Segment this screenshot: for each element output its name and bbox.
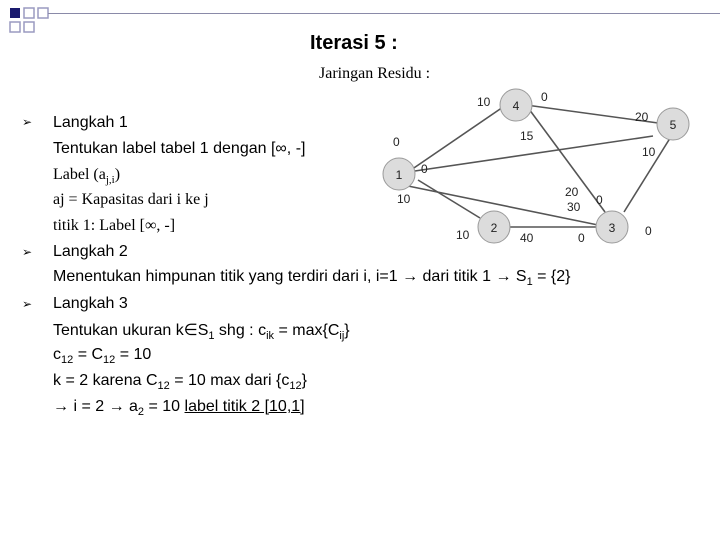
edge-label: 10 [642,145,656,159]
edge-label: 20 [565,185,579,199]
step-3-line: Tentukan ukuran $k\in S_1$ shg : $c_{ik} = \max\{C_{ij}\}$ [53,322,350,343]
svg-text:1: 1 [395,168,403,182]
step-1-line: aj = Kapasitas dari i ke j [53,191,209,208]
step-3-heading: Langkah 3 [53,295,128,312]
edge-label: 0 [645,224,652,238]
step-2-line: Menentukan himpunan titik yang terdiri dari i, i=1 → dari titik $1 \to S_1 = \{2\}$ [53,268,571,289]
page-subtitle: Jaringan Residu : [319,65,431,82]
bullet-icon: ➢ [22,297,33,311]
step-1-line: titik 1: Label [∞, -] [53,217,176,234]
graph-node-1 [383,158,415,190]
header-rule [48,13,720,14]
edge-label: 0 [541,90,548,104]
corner-decoration [0,0,70,50]
svg-text:5: 5 [669,118,677,132]
svg-text:3: 3 [608,221,616,235]
residual-network-graph [360,80,710,250]
edge-label: 40 [520,231,534,245]
edge-label: 0 [578,231,585,245]
graph-node-2 [478,211,510,243]
graph-node-3 [596,211,628,243]
edge-label: 0 [421,162,428,176]
edge-label: 30 [567,200,581,214]
svg-text:4: 4 [512,99,520,113]
edge-label: 15 [520,129,534,143]
step-3-line: $c_{12} = C_{12} = 10$ [53,346,152,367]
step-2-heading: Langkah 2 [53,243,128,260]
step-1-line: Label $(a_{j,i})$ [53,166,121,187]
svg-text:2: 2 [490,221,498,235]
step-1-heading: Langkah 1 [53,114,128,131]
step-3-line: → $i = 2 \to a_2 = 10$ label titik 2 [10,1] [53,398,305,419]
graph-node-4 [500,89,532,121]
edge-label: 10 [456,228,470,242]
bullet-icon: ➢ [22,115,33,129]
graph-node-5 [657,108,689,140]
edge-label: 20 [635,110,649,124]
step-3-line: k = 2 karena $C_{12} = 10$ max dari $\{c_{12}\}$ [53,372,307,393]
page-title: Iterasi 5 : [310,32,398,54]
edge-label: 10 [477,95,491,109]
edge-label: 0 [393,135,400,149]
edge-label: 0 [596,193,603,207]
step-1-line: Tentukan label tabel 1 dengan [∞, -] [53,140,306,157]
edge-label: 10 [397,192,411,206]
bullet-icon: ➢ [22,245,33,259]
